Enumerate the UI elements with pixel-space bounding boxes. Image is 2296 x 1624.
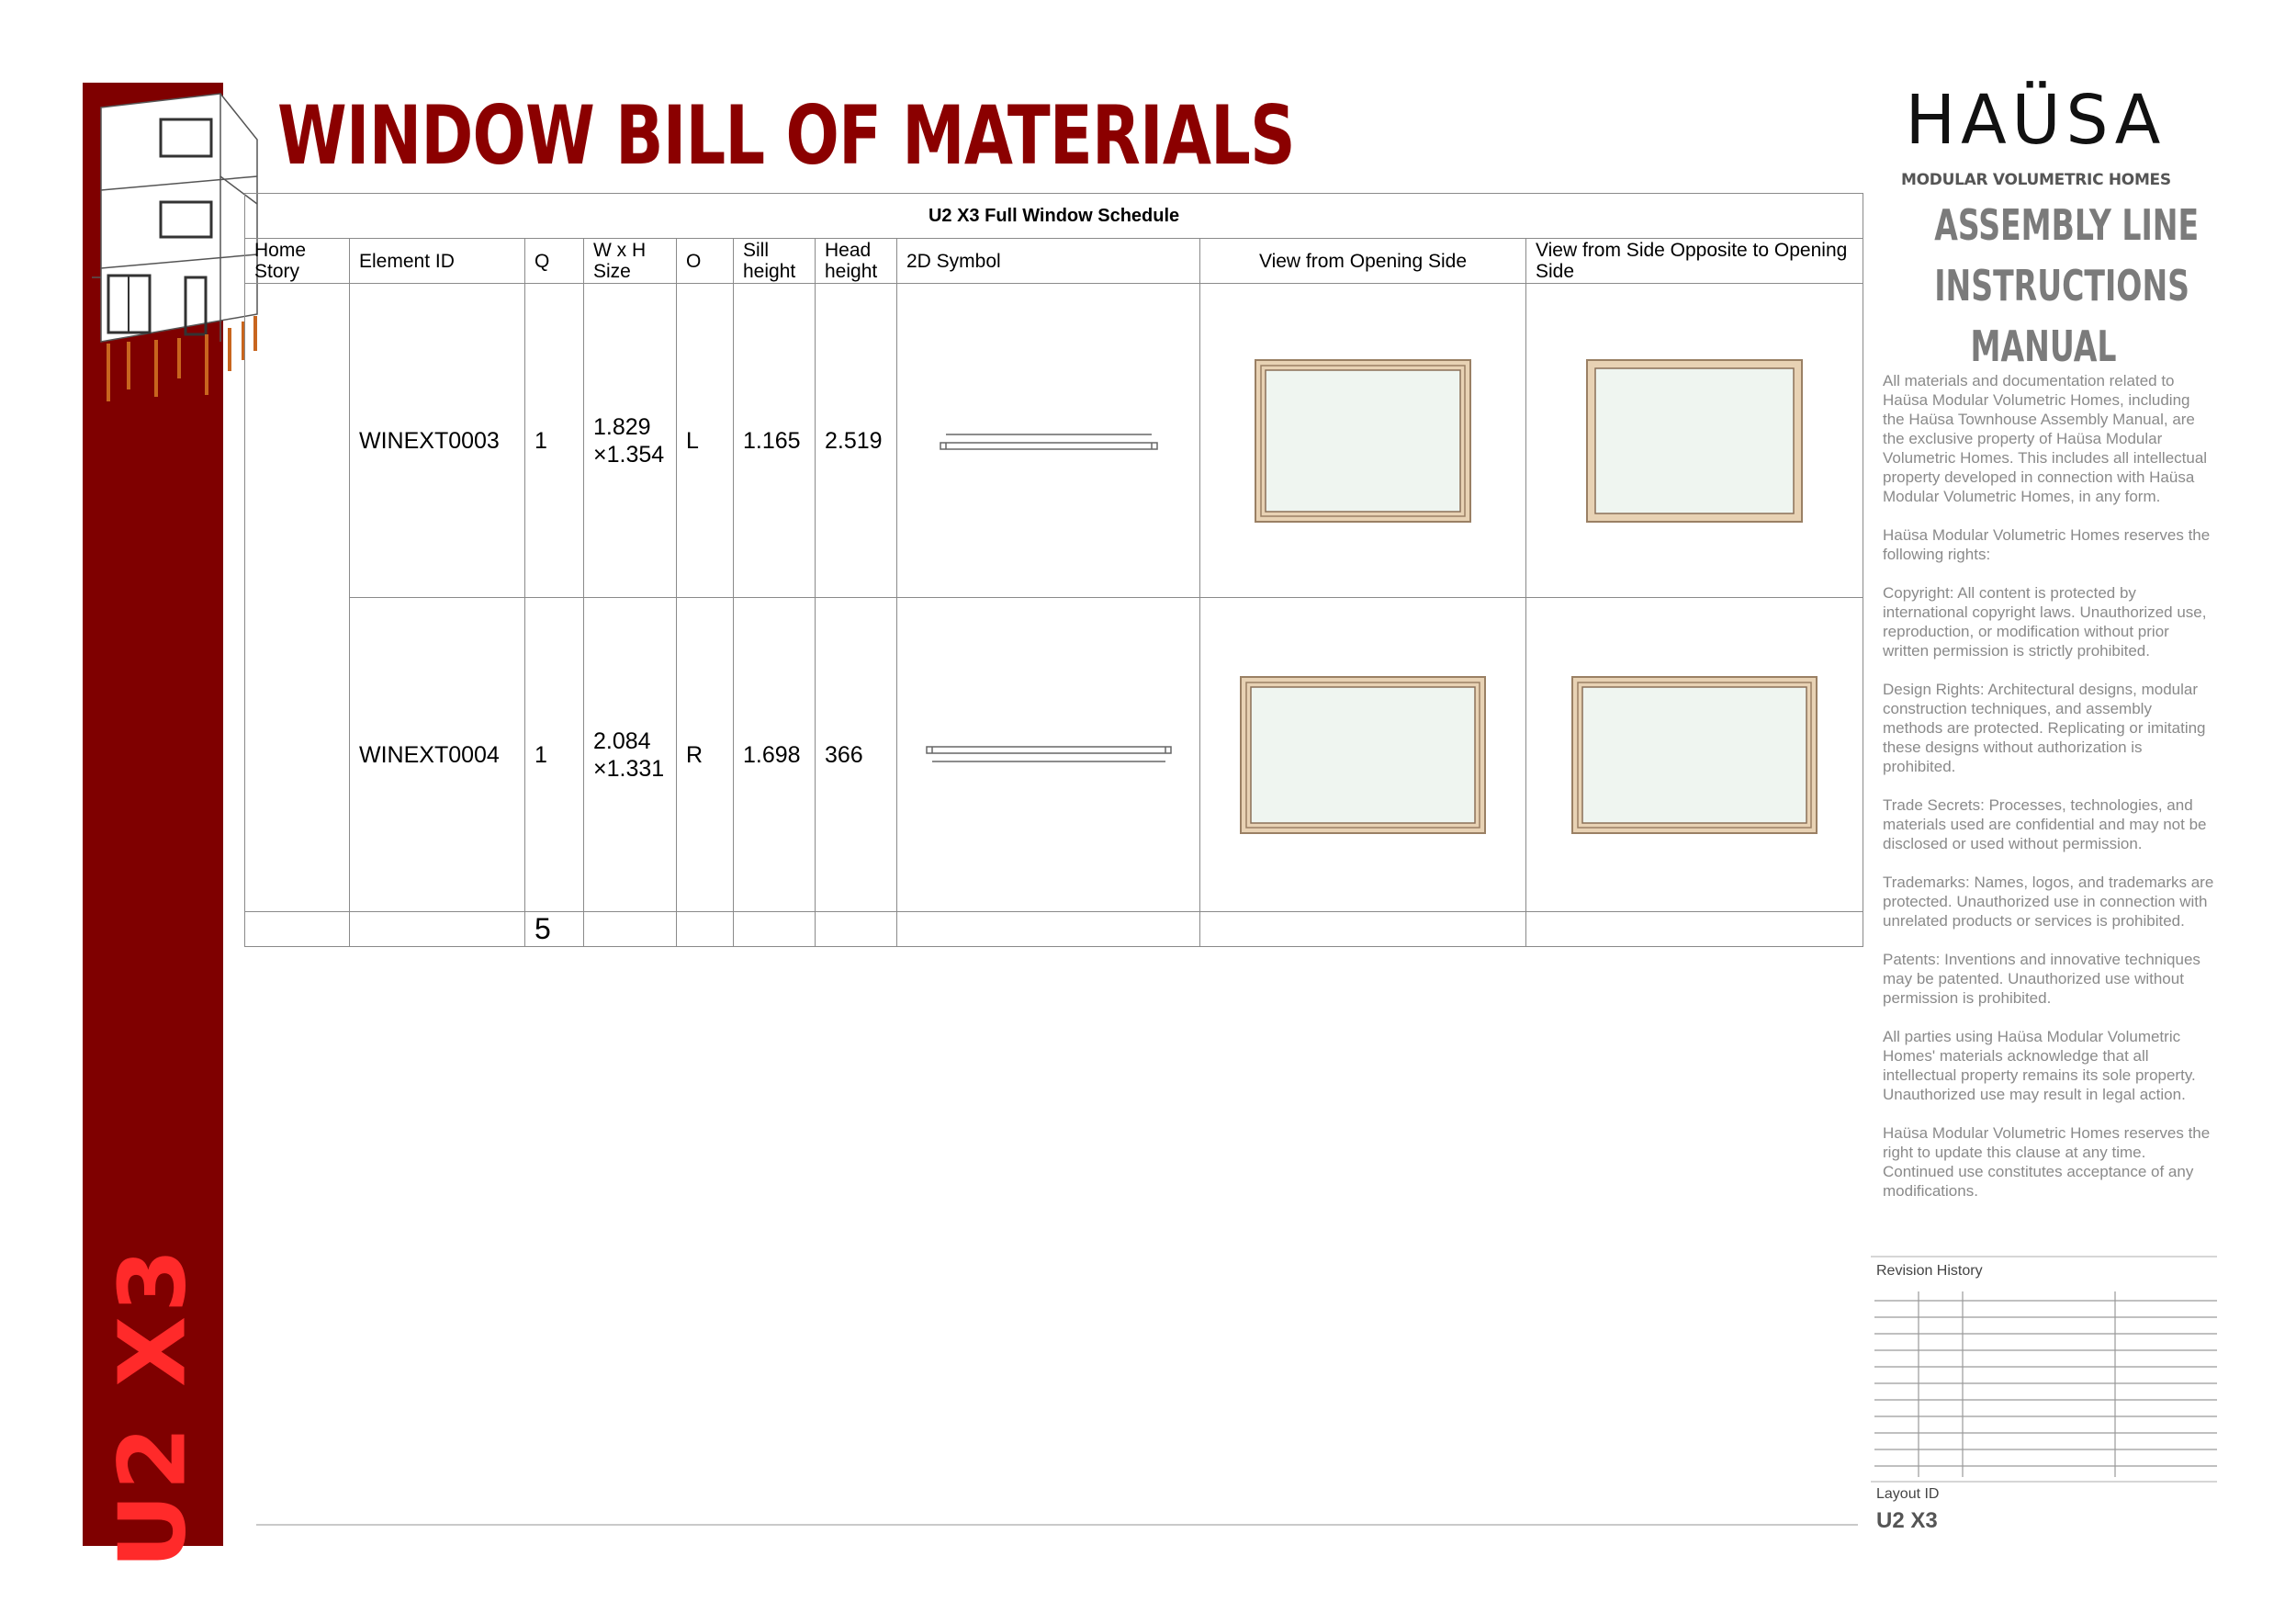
- legal-paragraph: All parties using Haüsa Modular Volumetric Homes' materials acknowledge that all intellectual property remains its sole property. Unauthorized use may result in legal action.: [1883, 1028, 2196, 1103]
- head-height-value: 366: [825, 741, 863, 768]
- head-height-value: 2.519: [825, 427, 883, 454]
- size-value: 2.084 ×1.331: [593, 727, 665, 782]
- table-row: [245, 598, 1863, 912]
- col-view-opposite-side: View from Side Opposite to Opening Side: [1526, 239, 1863, 284]
- logo-subtitle: MODULAR VOLUMETRIC HOMES: [1901, 171, 2171, 189]
- head-height-cell: [816, 284, 897, 598]
- view-opening-cell: [1200, 284, 1526, 598]
- element-id-cell: WINEXT0003: [350, 284, 525, 598]
- vertical-layout-id: [83, 1245, 223, 1569]
- divider: [1871, 1256, 2217, 1257]
- hausa-logo: HAÜSA: [1905, 81, 2167, 160]
- col-size: W x H Size: [584, 239, 677, 284]
- col-2d-symbol: 2D Symbol: [897, 239, 1200, 284]
- size-cell: [584, 284, 677, 598]
- table-row: [245, 284, 1863, 598]
- element-id-cell: WINEXT0004: [350, 598, 525, 912]
- manual-title: [1892, 195, 2200, 377]
- col-quantity: Q: [525, 239, 584, 284]
- size-value: 1.829 ×1.354: [593, 413, 665, 468]
- window-plan-symbol-icon: [939, 427, 1159, 455]
- col-element-id: Element ID: [350, 239, 525, 284]
- table-total-row: [245, 912, 1863, 947]
- window-elevation-icon: [1240, 676, 1486, 834]
- legal-paragraph: Trademarks: Names, logos, and trademarks are protected. Unauthorized use in connection with unrelated products or services is prohibited.: [1883, 874, 2214, 930]
- legal-paragraph: Haüsa Modular Volumetric Homes reserves the following rights:: [1883, 526, 2211, 563]
- legal-paragraph: Design Rights: Architectural designs, modular construction techniques, and assembly methods are protected. Replicating or imitating these designs without authorization is prohibited.: [1883, 681, 2206, 775]
- legal-paragraph: All materials and documentation related to Haüsa Modular Volumetric Homes, including the Haüsa Townhouse Assembly Manual, are the exclusive property of Haüsa Modular Volumetric Homes. This includes all intellectual property developed in connection with Haüsa Modular Volumetric Homes, in any form.: [1883, 372, 2208, 505]
- sill-height-cell: [734, 284, 816, 598]
- divider: [1871, 1481, 2217, 1483]
- window-elevation-icon: [1255, 359, 1471, 523]
- view-opposite-cell: [1526, 284, 1863, 598]
- window-plan-symbol-icon: [925, 741, 1173, 769]
- legal-paragraph: Trade Secrets: Processes, technologies, and materials used are confidential and may not be disclosed or used without permission.: [1883, 796, 2207, 852]
- col-home-story: Home Story: [245, 239, 350, 284]
- window-elevation-opposite-icon: [1571, 676, 1818, 834]
- orientation-cell: L: [677, 284, 734, 598]
- layout-id-label: Layout ID: [1876, 1486, 1940, 1502]
- sill-height-cell: [734, 598, 816, 912]
- page-title: WINDOW BILL OF MATERIALS: [277, 88, 1295, 183]
- layout-id-value: U2 X3: [1876, 1508, 1938, 1533]
- quantity-cell: 1: [525, 598, 584, 912]
- sill-height-value: 1.165: [743, 427, 801, 454]
- manual-title-line: MANUAL: [1970, 321, 2117, 371]
- vertical-layout-id-text: U2 X3: [99, 1245, 207, 1569]
- window-schedule-table: [244, 193, 1863, 947]
- orientation-cell: R: [677, 598, 734, 912]
- legal-paragraph: Patents: Inventions and innovative techniques may be patented. Unauthorized use without permission is prohibited.: [1883, 951, 2200, 1007]
- bottom-divider: [256, 1524, 1858, 1526]
- quantity-cell: 1: [525, 284, 584, 598]
- symbol-cell: [897, 598, 1200, 912]
- view-opposite-cell: [1526, 598, 1863, 912]
- col-view-opening-side: View from Opening Side: [1200, 239, 1526, 284]
- legal-paragraph: Copyright: All content is protected by international copyright laws. Unauthorized use, reproduction, or modification without prior written permission is strictly prohibited.: [1883, 584, 2207, 660]
- col-orientation: O: [677, 239, 734, 284]
- head-height-cell: [816, 598, 897, 912]
- home-story-cell: [245, 284, 350, 912]
- manual-title-line: ASSEMBLY LINE: [1934, 200, 2200, 250]
- total-quantity-cell: 5: [525, 912, 584, 947]
- sill-height-value: 1.698: [743, 741, 801, 768]
- manual-title-line: INSTRUCTIONS: [1934, 261, 2190, 310]
- table-header-row: [245, 239, 1863, 284]
- size-cell: [584, 598, 677, 912]
- legal-paragraph: Haüsa Modular Volumetric Homes reserves the right to update this clause at any time. Continued use constitutes acceptance of any modifications.: [1883, 1124, 2211, 1200]
- revision-history-label: Revision History: [1876, 1263, 1983, 1279]
- revision-history-grid: [1874, 1291, 2217, 1477]
- legal-notice: [1883, 371, 2215, 1220]
- view-opening-cell: [1200, 598, 1526, 912]
- col-head-height: Head height: [816, 239, 897, 284]
- col-sill-height: Sill height: [734, 239, 816, 284]
- table-caption: U2 X3 Full Window Schedule: [245, 194, 1863, 239]
- symbol-cell: [897, 284, 1200, 598]
- window-elevation-opposite-icon: [1586, 359, 1803, 523]
